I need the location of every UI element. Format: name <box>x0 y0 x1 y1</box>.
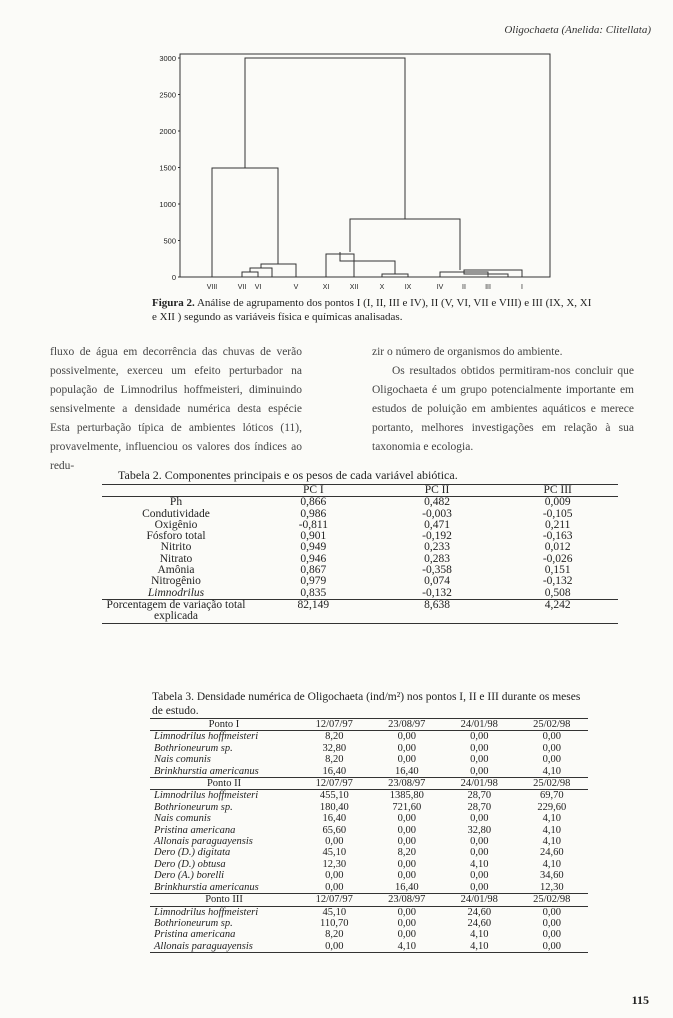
table3-cell: 0,00 <box>542 906 561 918</box>
leaf-label: IX <box>404 284 412 291</box>
table2-cell: -0,192 <box>422 530 452 543</box>
table3-date: 25/02/98 <box>516 894 589 906</box>
table3-species: Pristina americana <box>154 824 236 836</box>
table2-cell: -0,132 <box>542 575 573 588</box>
table2-row-label: Nitrito <box>160 541 192 554</box>
table3-species: Dero (D.) obtusa <box>154 858 226 870</box>
table3-cell: 0,00 <box>397 836 416 848</box>
table3-cell: 455,10 <box>319 790 349 802</box>
table2-cell: 0,482 <box>424 496 450 509</box>
table3-cell: 0,00 <box>397 754 416 766</box>
table3-cell: 4,10 <box>542 765 561 777</box>
table3-cell: 0,00 <box>470 742 489 754</box>
table3-cell: 0,00 <box>470 765 489 777</box>
table3-cell: 4,10 <box>542 858 561 870</box>
table3-species: Bothrioneurum sp. <box>154 801 233 813</box>
table3-cell: 0,00 <box>470 847 489 859</box>
table2-row-label: Ph <box>169 496 183 509</box>
table3-cell: 69,70 <box>539 790 564 802</box>
table2-footer-row <box>102 599 618 623</box>
table3-row <box>150 766 588 778</box>
table2-cell: 0,009 <box>544 496 571 509</box>
table3-species: Dero (A.) borelli <box>154 870 225 882</box>
table3-cell: 4,10 <box>470 929 489 941</box>
table3-row <box>150 813 588 824</box>
table3-row <box>150 790 588 802</box>
table2-row <box>102 576 618 587</box>
table2-footer-cell: 4,242 <box>497 599 618 623</box>
table3-cell: 0,00 <box>542 917 561 929</box>
table3-row <box>150 882 588 894</box>
table3-date: 12/07/97 <box>298 719 371 731</box>
table2-cell: -0,003 <box>422 507 452 520</box>
table2-cell: 0,508 <box>544 586 571 599</box>
table3-cell: 0,00 <box>542 929 561 941</box>
table3-cell: 0,00 <box>470 731 489 743</box>
table3-species: Allonais paraguayensis <box>150 941 298 953</box>
table2-cell: -0,132 <box>422 586 452 599</box>
leaf-label: II <box>462 284 466 291</box>
table2-row-label: Limnodrilus <box>147 586 205 599</box>
table3-species: Brinkhurstia americanus <box>154 765 259 777</box>
table3-cell: 0,00 <box>470 836 489 848</box>
table3-cell: 0,00 <box>397 929 416 941</box>
table3-cell: 8,20 <box>325 731 344 743</box>
y-tick-label: 1000 <box>159 200 176 209</box>
table3-cell: 0,00 <box>542 731 561 743</box>
table3-cell: 45,10 <box>322 906 347 918</box>
table2-cell: -0,105 <box>542 507 573 520</box>
table3-group-name: Ponto III <box>150 894 298 906</box>
leaf-label: IV <box>436 284 444 291</box>
table3-date: 12/07/97 <box>298 894 371 906</box>
table3-species: Pristina americana <box>154 929 236 941</box>
table3-cell: 16,40 <box>394 881 419 893</box>
table3-row <box>150 906 588 918</box>
table2-row <box>102 588 618 600</box>
table3-species: Limnodrilus hoffmeisteri <box>154 790 259 802</box>
table2-row-label: Condutividade <box>142 507 210 520</box>
table2-cell: -0,358 <box>422 564 452 577</box>
table2-cell: 0,901 <box>300 530 327 543</box>
table2-header-cell <box>102 485 250 497</box>
table3 <box>150 718 588 953</box>
table2-cell: 0,949 <box>300 541 327 554</box>
table2-cell: -0,811 <box>298 518 328 531</box>
table3-row <box>150 743 588 754</box>
table2-cell: 0,867 <box>300 564 327 577</box>
running-header: Oligochaeta (Anelida: Clitellata) <box>504 24 651 36</box>
table3-row <box>150 847 588 858</box>
y-tick-label: 2000 <box>159 127 176 136</box>
leaf-label: V <box>293 284 299 291</box>
table3-cell: 721,60 <box>392 801 422 813</box>
table3-cell: 32,80 <box>467 824 492 836</box>
table2-cell: -0,163 <box>542 530 573 543</box>
table2-cell: 0,471 <box>424 518 450 531</box>
table2-row-label: Nitrogênio <box>151 575 201 588</box>
table3-date: 12/07/97 <box>298 778 371 790</box>
table3-cell: 0,00 <box>397 742 416 754</box>
table3-row <box>150 802 588 813</box>
table2-cell: 0,986 <box>300 507 327 520</box>
table3-cell: 34,60 <box>539 870 564 882</box>
table3-cell: 110,70 <box>320 917 349 929</box>
table2-row-label: Amônia <box>157 564 195 577</box>
table3-cell: 0,00 <box>470 881 489 893</box>
leaf-label: VI <box>254 284 262 291</box>
table2-cell: 0,979 <box>300 575 327 588</box>
table3-cell: 4,10 <box>470 858 489 870</box>
table3-cell: 0,00 <box>397 870 416 882</box>
table2-cell: 0,283 <box>424 552 450 565</box>
table3-cell: 4,10 <box>542 824 561 836</box>
table2-cell: 0,211 <box>544 518 571 531</box>
table3-cell: 180,40 <box>319 801 349 813</box>
table2-header-row <box>102 485 618 497</box>
table3-species: Bothrioneurum sp. <box>154 917 233 929</box>
table2-footer-cell: 82,149 <box>250 599 377 623</box>
left-column <box>50 343 302 476</box>
table3-cell: 0,00 <box>397 813 416 825</box>
leaf-label: VII <box>237 284 247 291</box>
table2-row <box>102 497 618 509</box>
table3-group-name: Ponto I <box>150 719 298 731</box>
y-tick-label: 500 <box>163 236 176 246</box>
table3-cell: 0,00 <box>397 906 416 918</box>
y-tick-label: 0 <box>171 273 176 282</box>
table3-cell: 4,10 <box>443 941 516 953</box>
table3-date: 23/08/97 <box>371 719 444 731</box>
table3-row <box>150 918 588 929</box>
table3-cell: 16,40 <box>322 813 347 825</box>
table2-header-cell: PC II <box>377 485 498 497</box>
page-number: 115 <box>631 993 649 1007</box>
table3-cell: 0,00 <box>470 870 489 882</box>
table3-cell: 4,10 <box>371 941 444 953</box>
table3-row <box>150 929 588 940</box>
figure-caption-text: Análise de agrupamento dos pontos I (I, II, III e IV), II (V, VI, VII e VIII) e III (IX, X, XI e XII ) segundo as variáveis física e químicas analisadas. <box>152 297 592 323</box>
table3-cell: 1385,80 <box>389 790 424 802</box>
table3-cell: 0,00 <box>397 731 416 743</box>
table3-group-header <box>150 894 588 906</box>
table2-cell: 0,233 <box>424 541 450 554</box>
leaf-label: X <box>379 284 385 291</box>
table3-cell: 0,00 <box>470 813 489 825</box>
table3-cell: 0,00 <box>470 754 489 766</box>
table3-cell: 4,10 <box>542 813 561 825</box>
leaf-label: III <box>485 284 491 291</box>
table3-cell: 24,60 <box>467 906 492 918</box>
table2-cell: 0,074 <box>424 575 450 588</box>
table3-date: 23/08/97 <box>371 778 444 790</box>
table3-cell: 0,00 <box>397 917 416 929</box>
table3-date: 24/01/98 <box>443 719 516 731</box>
table3-species: Allonais paraguayensis <box>154 836 253 848</box>
leaf-label: XII <box>349 284 359 291</box>
table3-group-header <box>150 778 588 790</box>
table3-species: Limnodrilus hoffmeisteri <box>154 731 259 743</box>
table2-cell: 0,835 <box>300 586 327 599</box>
table3-date: 25/02/98 <box>516 719 589 731</box>
table3-cell: 45,10 <box>322 847 347 859</box>
table2-cell: 0,151 <box>544 564 571 577</box>
table3-cell: 0,00 <box>325 881 344 893</box>
table3-title: Tabela 3. Densidade numérica de Oligochaeta (ind/m²) nos pontos I, II e III durante os meses de estudo. <box>152 691 581 717</box>
table3-cell: 0,00 <box>397 858 416 870</box>
table3-species: Nais comunis <box>154 754 211 766</box>
table3-cell: 16,40 <box>394 765 419 777</box>
table3-group-header <box>150 719 588 731</box>
right-column-text-2: Os resultados obtidos permitiram-nos concluir que Oligochaeta é um grupo potencialmente importante em estudos de poluição em ambientes aquáticos e merece portanto, melhores investigações em relação à sua taxonomia e ecologia. <box>372 365 634 453</box>
figure-caption <box>152 296 592 324</box>
table3-cell: 24,60 <box>467 917 492 929</box>
table3-cell: 12,30 <box>322 858 347 870</box>
table3-cell: 28,70 <box>467 801 492 813</box>
table3-cell: 8,20 <box>325 929 344 941</box>
table2-cell: 0,866 <box>300 496 327 509</box>
right-column <box>372 343 634 457</box>
table3-date: 24/01/98 <box>443 894 516 906</box>
y-tick-label: 2500 <box>159 90 176 100</box>
table2-footer-label: Porcentagem de variação total explicada <box>102 599 250 623</box>
table3-cell: 24,60 <box>539 847 564 859</box>
table3-cell: 8,20 <box>325 754 344 766</box>
table3-cell: 0,00 <box>325 836 344 848</box>
table2-cell: -0,026 <box>542 552 573 565</box>
table3-row <box>150 825 588 836</box>
leaf-label: I <box>521 284 523 291</box>
table3-cell: 0,00 <box>325 870 344 882</box>
table3-row <box>150 941 588 953</box>
table3-cell: 12,30 <box>539 881 564 893</box>
table3-date: 23/08/97 <box>371 894 444 906</box>
leaf-label: VIII <box>206 284 218 291</box>
table2-header-cell: PC III <box>497 485 618 497</box>
table3-cell: 4,10 <box>542 836 561 848</box>
table3-cell: 0,00 <box>397 824 416 836</box>
table3-date: 25/02/98 <box>516 778 589 790</box>
table2-footer-cell: 8,638 <box>377 599 498 623</box>
y-tick-label: 3000 <box>159 54 176 63</box>
table2-cell: 0,012 <box>544 541 571 554</box>
table2-row-label: Oxigênio <box>154 518 198 531</box>
table2 <box>102 484 618 624</box>
table3-species: Limnodrilus hoffmeisteri <box>154 906 259 918</box>
table3-cell: 0,00 <box>298 941 371 953</box>
figure-caption-label: Figura 2. <box>152 297 195 309</box>
table3-cell: 8,20 <box>397 847 416 859</box>
table3-cell: 0,00 <box>542 754 561 766</box>
table3-row <box>150 870 588 881</box>
dendrogram-figure <box>150 44 560 296</box>
left-column-text: fluxo de água em decorrência das chuvas de verão possivelmente, exerceu um efeito perturbador na população de Limnodrilus hoffmeisteri, diminuindo sensivelmente a densidade numérica desta espécie Esta perturbação típica de ambientes lóticos (11), provavelmente, influenciou os valores dos índices ao redu- <box>50 346 302 472</box>
table2-header-cell: PC I <box>250 485 377 497</box>
table3-cell: 229,60 <box>537 801 567 813</box>
table2-row-label: Nitrato <box>159 552 193 565</box>
table3-species: Brinkhurstia americanus <box>154 881 259 893</box>
table3-cell: 0,00 <box>516 941 589 953</box>
table3-species: Nais comunis <box>154 813 211 825</box>
table3-row <box>150 754 588 765</box>
table3-species: Dero (D.) digitata <box>154 847 231 859</box>
table3-species: Bothrioneurum sp. <box>154 742 233 754</box>
table3-row <box>150 836 588 847</box>
table3-cell: 65,60 <box>322 824 347 836</box>
leaf-label: XI <box>322 284 330 291</box>
right-column-text-1: zir o número de organismos do ambiente. <box>372 346 563 358</box>
table3-row <box>150 731 588 743</box>
table3-cell: 16,40 <box>322 765 347 777</box>
table2-title: Tabela 2. Componentes principais e os pesos de cada variável abiótica. <box>118 468 458 482</box>
table3-cell: 32,80 <box>322 742 347 754</box>
table3-group-name: Ponto II <box>150 778 298 790</box>
table2-cell: 0,946 <box>300 552 327 565</box>
table3-date: 24/01/98 <box>443 778 516 790</box>
table2-row-label: Fósforo total <box>146 530 206 543</box>
table3-cell: 0,00 <box>542 742 561 754</box>
y-tick-label: 1500 <box>159 163 176 173</box>
table3-cell: 28,70 <box>467 790 492 802</box>
table3-row <box>150 859 588 870</box>
